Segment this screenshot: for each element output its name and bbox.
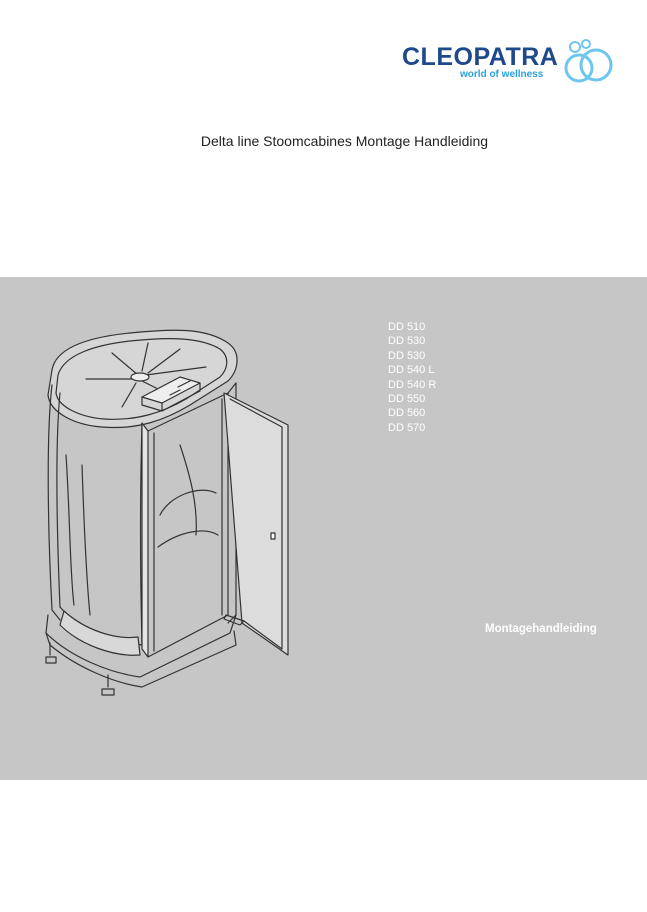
document-title: Delta line Stoomcabines Montage Handleiding [200,133,489,149]
model-list [388,320,436,435]
brand-tagline: world of wellness [460,69,544,80]
steam-cabin-illustration [30,315,300,700]
model-item: DD 530 [388,335,426,348]
model-item: DD 560 [388,407,426,420]
bubble-rings-icon [555,38,615,88]
brand-name: CLEOPATRA [402,43,559,71]
model-item: DD 570 [388,421,426,434]
document-subtitle: Montagehandleiding [485,623,597,635]
model-item: DD 550 [388,393,426,406]
model-item: DD 540 L [388,364,435,377]
brand-logo [400,38,620,88]
model-item: DD 530 [388,349,426,362]
model-item: DD 540 R [388,378,437,391]
model-item: DD 510 [388,321,426,333]
